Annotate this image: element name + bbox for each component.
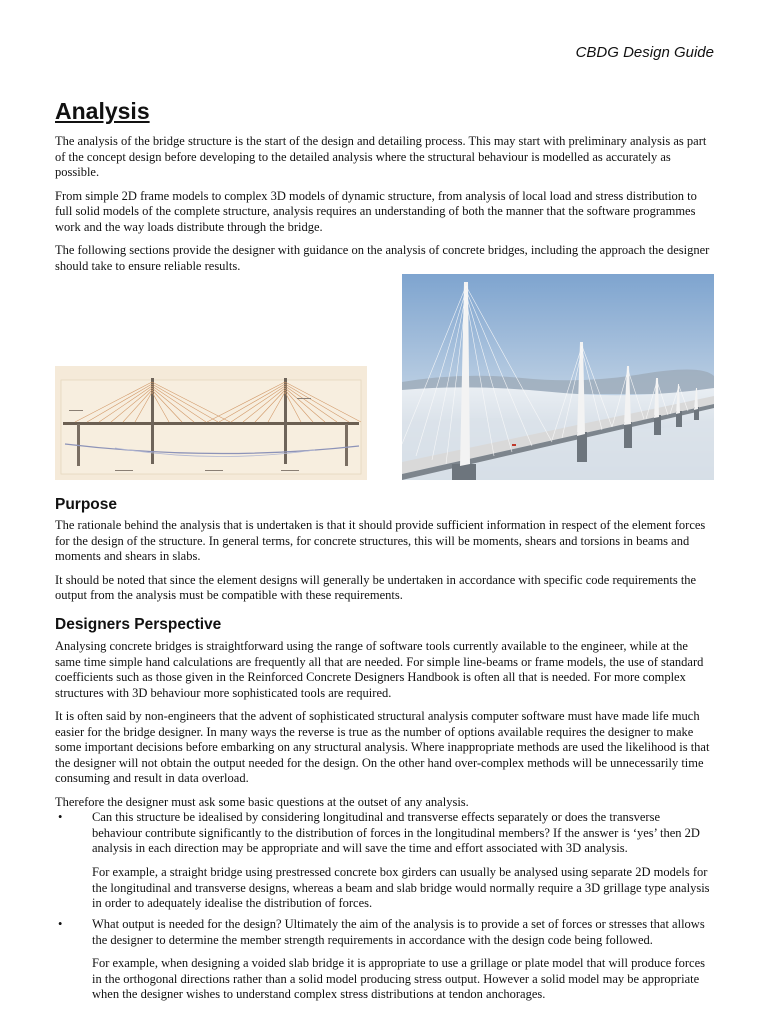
cable-stayed-bridge-photo bbox=[402, 274, 714, 480]
designers-paragraph-2: It is often said by non-engineers that the advent of sophisticated structural analysis computer software must have made life much easier for the bridge designer. In many ways the reverse is true as the number of options available requires the designer to make some important decisions before embarking on any structural analysis. Where inappropriate methods are used the likelihood is that the designer will not obtain the output needed for the design. On the other hand over-complex methods will be unnecessarily time consuming and result in data overload. bbox=[55, 709, 710, 785]
purpose-heading: Purpose bbox=[55, 496, 118, 513]
bridge-elevation-drawing bbox=[55, 366, 367, 480]
bullet-1-example: For example, a straight bridge using prestressed concrete box girders can usually be analysed using separate 2D models for the longitudinal and transverse designs, whereas a beam and slab bridge would normally require a 3D grillage type analysis in order to adequately idealise the distribution of forces. bbox=[92, 865, 710, 910]
designers-perspective-section bbox=[55, 639, 713, 810]
analysis-paragraph-2: From simple 2D frame models to complex 3D models of dynamic structure, from analysis of local load and stress distribution to full solid models of the complete structure, analysis requires an understanding of both the manner that the software programmes work and the way loads distribute through the bridge. bbox=[55, 188, 697, 234]
designers-perspective-heading: Designers Perspective bbox=[55, 616, 222, 633]
designers-paragraph-3: Therefore the designer must ask some basic questions at the outset of any analysis. bbox=[55, 794, 469, 809]
purpose-paragraph-1: The rationale behind the analysis that is undertaken is that it should provide sufficient information in respect of the element forces for the design of the structure. In general terms, for concrete structures, this will be moments, shears and torsions in beams and moments and shears in slabs. bbox=[55, 518, 706, 563]
bullet-1-text: Can this structure be idealised by considering longitudinal and transverse effects separately or does the transverse behaviour contribute significantly to the distribution of forces in the longitudinal members? If the answer is ‘yes’ then 2D analysis in each direction may be appropriate and will save the time and effort associated with 3D analysis. bbox=[92, 810, 700, 855]
bullet-marker: • bbox=[58, 810, 63, 824]
bullet-2-example: For example, when designing a voided slab bridge it is appropriate to use a grillage or plate model that will produce forces in the orthogonal directions rather than a solid model producing stress output. However a solid model may be appropriate when the designer wishes to understand complex stress distributions at tendon anchorages. bbox=[92, 956, 706, 1001]
header-guide-title: CBDG Design Guide bbox=[575, 44, 714, 61]
analysis-paragraph-1: The analysis of the bridge structure is the start of the design and detailing process. This may start with preliminary analysis as part of the concept design before developing to the detailed analysis where the structural behaviour is modelled as accurately as possible. bbox=[55, 134, 707, 179]
purpose-paragraph-2: It should be noted that since the element designs will generally be undertaken in accordance with specific code requirements the output from the analysis must be compatible with these requirements. bbox=[55, 572, 697, 602]
bullet-2-text: What output is needed for the design? Ultimately the aim of the analysis is to provide a set of forces or stresses that allows the designer to determine the member strength requirements in accordance with the design code being followed. bbox=[92, 917, 705, 947]
analysis-heading: Analysis bbox=[55, 98, 150, 124]
purpose-section bbox=[55, 518, 713, 604]
designers-paragraph-1: Analysing concrete bridges is straightforward using the range of software tools currently available to the engineer, while at the same time simple hand calculations are frequently all that are needed. For simple line-beams or frame models, the use of standard coefficients such as those given in the Reinforced Concrete Designers Handbook is often all that is needed. For more complex structures with 3D behaviour more sophisticated tools are required. bbox=[55, 639, 704, 700]
analysis-paragraph-3: The following sections provide the designer with guidance on the analysis of concrete bridges, including the approach the designer should take to ensure reliable results. bbox=[55, 243, 710, 273]
analysis-section bbox=[55, 134, 713, 274]
bullet-marker: • bbox=[58, 917, 63, 931]
